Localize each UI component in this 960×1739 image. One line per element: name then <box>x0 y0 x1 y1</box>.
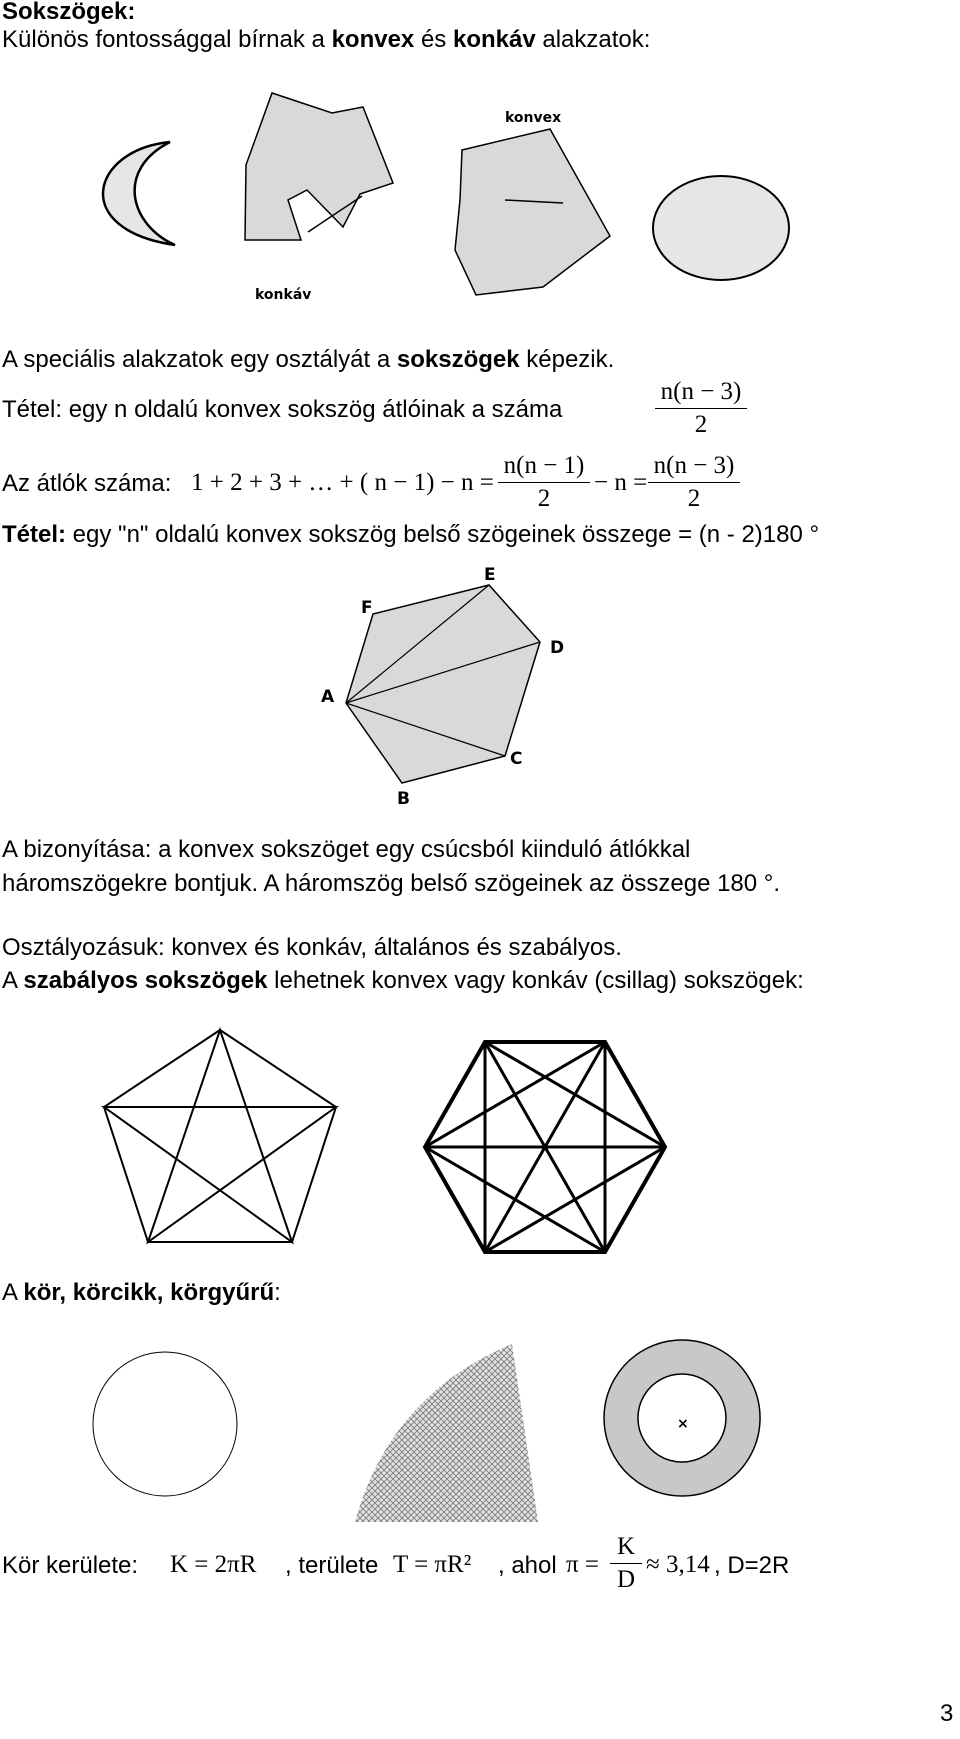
vertex-label-a: A <box>321 687 335 707</box>
hex-diagonal-6 <box>425 1042 605 1147</box>
diagonals-minus-n: − n = <box>594 469 648 496</box>
special-suffix: képezik. <box>519 346 615 373</box>
formula-pi-fraction <box>610 1533 642 1594</box>
sector-shape <box>355 1344 538 1522</box>
theorem1-denominator: 2 <box>694 411 708 438</box>
theorem1-fraction <box>655 378 747 439</box>
intro-line <box>2 26 650 54</box>
fraction1-numerator: n(n − 1) <box>498 452 590 483</box>
circle-figures <box>80 1335 820 1535</box>
circle-heading-bold: kör, körcikk, körgyűrű <box>23 1279 275 1306</box>
intro-middle: és <box>414 26 453 53</box>
fraction1-denominator: 2 <box>537 485 551 512</box>
pentagon-shape <box>104 1030 336 1242</box>
formula-area-label: , területe <box>285 1552 379 1579</box>
regular-bold: szabályos sokszögek <box>23 967 268 994</box>
regular-line <box>2 967 804 995</box>
diagonals-fraction2 <box>648 452 740 513</box>
proof-line2: háromszögekre bontjuk. A háromszög belső szögeinek az összege 180 °. <box>2 870 781 897</box>
annulus-center-mark: × <box>677 1416 689 1432</box>
diagonals-sum: 1 + 2 + 3 + … + ( n − 1) − n = <box>191 469 494 496</box>
diagonals-label: Az átlók száma: <box>2 470 172 497</box>
theorem1-line <box>2 396 562 424</box>
label-konkav: konkáv <box>255 287 312 303</box>
circle-heading-prefix: A <box>2 1279 24 1306</box>
intro-suffix: alakzatok: <box>535 26 651 53</box>
vertex-label-b: B <box>397 789 410 809</box>
convex-polygon <box>455 129 610 295</box>
hexagon-figure <box>300 555 600 815</box>
label-konvex: konvex <box>505 110 562 126</box>
formula-tail: , D=2R <box>714 1552 790 1579</box>
formula-where: , ahol <box>498 1552 557 1579</box>
special-bold: sokszögek <box>396 346 520 373</box>
vertex-label-d: D <box>550 638 565 658</box>
intro-konkav: konkáv <box>452 26 536 53</box>
theorem2-label: Tétel: <box>2 521 67 548</box>
theorem2-text: egy "n" oldalú konvex sokszög belső szögeinek összege = (n - 2)180 ° <box>66 521 820 548</box>
formula-label: Kör kerülete: <box>2 1552 139 1579</box>
proof-line1: A bizonyítása: a konvex sokszöget egy csúcsból kiinduló átlókkal <box>2 836 691 863</box>
classification-line: Osztályozásuk: konvex és konkáv, általános és szabályos. <box>2 934 622 961</box>
pentagon-figure <box>95 1025 345 1250</box>
crescent-shape <box>103 142 175 245</box>
vertex-label-f: F <box>361 598 373 618</box>
circle-heading-suffix: : <box>274 1279 281 1306</box>
theorem1-text: : egy n oldalú konvex sokszög átlóinak a száma <box>55 396 563 423</box>
regular-prefix: A <box>2 967 24 994</box>
circle-heading <box>2 1279 281 1307</box>
diagonals-fraction1 <box>498 452 590 513</box>
circle-shape <box>93 1352 237 1496</box>
concave-polygon <box>245 93 393 240</box>
pi-denominator: D <box>616 1566 636 1593</box>
formula-perimeter: K = 2πR <box>170 1551 257 1578</box>
pentagram-shape <box>104 1030 336 1242</box>
intro-konvex: konvex <box>331 26 415 53</box>
theorem2-line <box>2 521 819 549</box>
regular-suffix: lehetnek konvex vagy konkáv (csillag) sokszögek: <box>267 967 804 994</box>
pi-numerator: K <box>610 1533 642 1564</box>
fraction2-denominator: 2 <box>687 485 701 512</box>
ellipse-shape <box>653 176 789 280</box>
formula-approx: ≈ 3,14 <box>646 1551 710 1578</box>
formula-area: T = πR² <box>393 1551 472 1578</box>
vertex-label-c: C <box>510 749 523 769</box>
page-number: 3 <box>940 1700 954 1727</box>
shapes-figure <box>0 80 960 310</box>
hexagram-figure <box>415 1035 675 1260</box>
theorem1-label: Tétel <box>2 396 56 423</box>
special-line <box>2 346 614 374</box>
hex-diagonal-8 <box>425 1147 605 1252</box>
special-prefix: A speciális alakzatok egy osztályát a <box>2 346 397 373</box>
vertex-label-e: E <box>484 565 496 585</box>
fraction2-numerator: n(n − 3) <box>648 452 740 483</box>
page-heading: Sokszögek: <box>2 0 136 25</box>
intro-prefix: Különös fontossággal bírnak a <box>2 26 332 53</box>
formula-pi: π = <box>566 1551 599 1578</box>
hex-diagonal-7 <box>485 1147 665 1252</box>
theorem1-numerator: n(n − 3) <box>655 378 747 409</box>
